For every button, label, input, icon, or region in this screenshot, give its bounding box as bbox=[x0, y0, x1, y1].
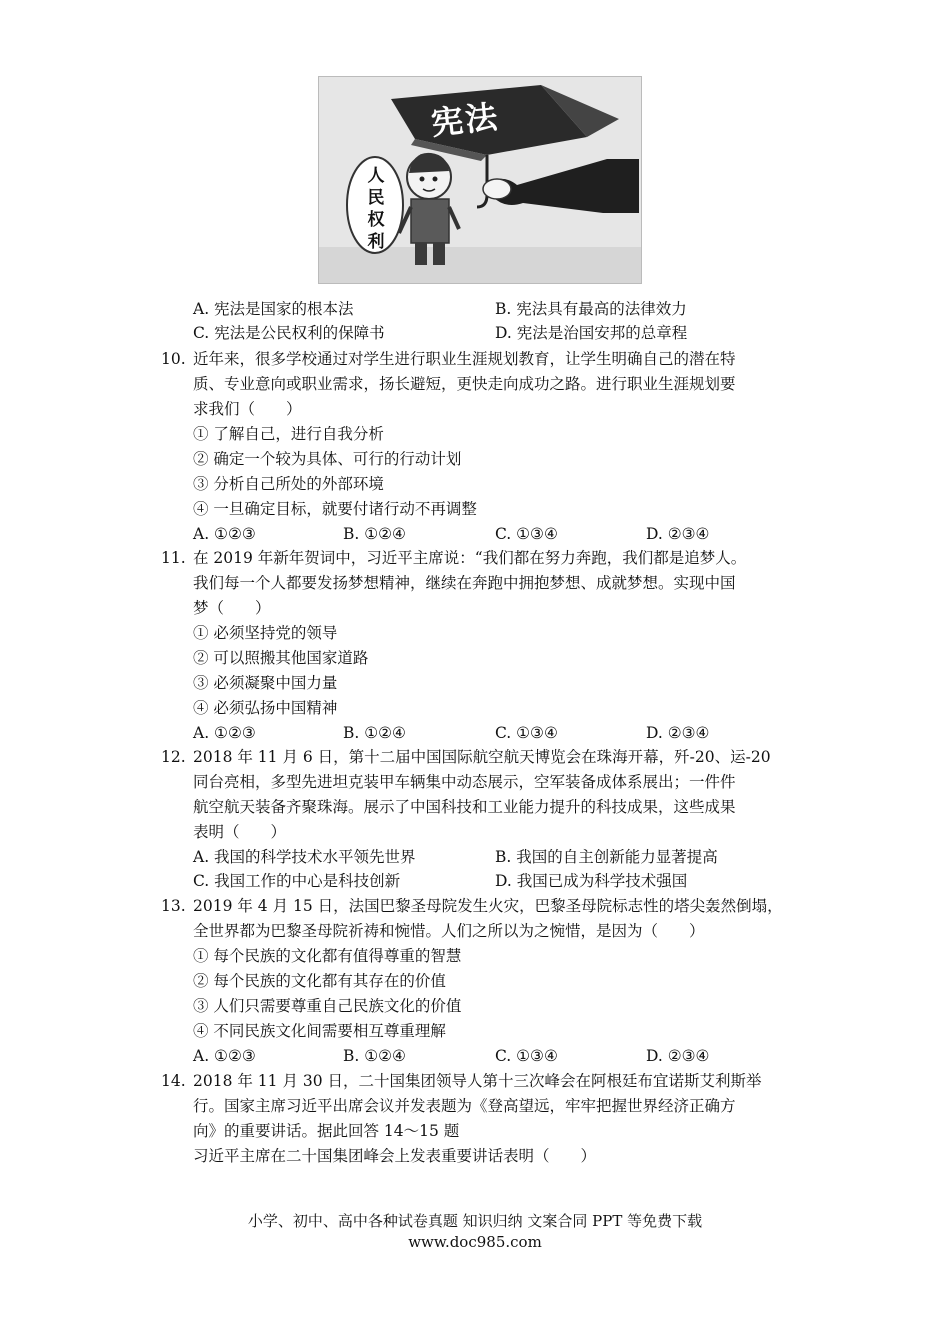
q14-number: 14. bbox=[161, 1072, 186, 1090]
bubble-char: 民 bbox=[367, 188, 385, 208]
q12-number: 12. bbox=[161, 748, 186, 766]
q13-item: ② 每个民族的文化都有其存在的价值 bbox=[193, 972, 446, 990]
q13-item: ③ 人们只需要尊重自己民族文化的价值 bbox=[193, 997, 462, 1015]
q12-option-a: A. 我国的科学技术水平领先世界 bbox=[193, 848, 416, 866]
q13-stem-line: 2019 年 4 月 15 日，法国巴黎圣母院发生火灾，巴黎圣母院标志性的塔尖轰然倒塌， bbox=[193, 897, 783, 915]
q10-stem-line: 近年来，很多学校通过对学生进行职业生涯规划教育，让学生明确自己的潜在特 bbox=[193, 350, 736, 368]
q11-stem-line: 在 2019 年新年贺词中，习近平主席说：“我们都在努力奔跑，我们都是追梦人。 bbox=[193, 549, 747, 567]
q13-option-b: B. ①②④ bbox=[343, 1047, 406, 1065]
q12-stem-line: 表明（ ） bbox=[193, 823, 287, 841]
q10-stem-line: 求我们（ ） bbox=[193, 400, 302, 418]
bubble-char: 权 bbox=[367, 210, 385, 230]
q11-option-b: B. ①②④ bbox=[343, 724, 406, 742]
q10-number: 10. bbox=[161, 350, 186, 368]
q10-option-c: C. ①③④ bbox=[495, 525, 558, 543]
q11-option-c: C. ①③④ bbox=[495, 724, 558, 742]
q10-item: ④ 一旦确定目标，就要付诸行动不再调整 bbox=[193, 500, 477, 518]
q13-number: 13. bbox=[161, 897, 186, 915]
q12-option-b: B. 我国的自主创新能力显著提高 bbox=[495, 848, 718, 866]
umbrella-label: 宪法 bbox=[429, 97, 502, 143]
q12-option-d: D. 我国已成为科学技术强国 bbox=[495, 872, 688, 890]
q13-option-a: A. ①②③ bbox=[193, 1047, 256, 1065]
q11-option-a: A. ①②③ bbox=[193, 724, 256, 742]
q12-stem-line: 同台亮相，多型先进坦克装甲车辆集中动态展示，空军装备成体系展出；一件件 bbox=[193, 773, 736, 791]
footer-promo: 小学、初中、高中各种试卷真题 知识归纳 文案合同 PPT 等免费下载 bbox=[247, 1212, 703, 1230]
q9-option-d: D. 宪法是治国安邦的总章程 bbox=[495, 324, 688, 342]
footer-url[interactable]: www.doc985.com bbox=[408, 1233, 542, 1251]
q10-option-b: B. ①②④ bbox=[343, 525, 406, 543]
q12-stem-line: 航空航天装备齐聚珠海。展示了中国科技和工业能力提升的科技成果，这些成果 bbox=[193, 798, 736, 816]
q10-stem-line: 质、专业意向或职业需求，扬长避短，更快走向成功之路。进行职业生涯规划要 bbox=[193, 375, 736, 393]
q13-item: ① 每个民族的文化都有值得尊重的智慧 bbox=[193, 947, 462, 965]
q9-option-c: C. 宪法是公民权利的保障书 bbox=[193, 324, 385, 342]
q11-stem-line: 梦（ ） bbox=[193, 599, 271, 617]
q10-item: ① 了解自己，进行自我分析 bbox=[193, 425, 384, 443]
q10-item: ③ 分析自己所处的外部环境 bbox=[193, 475, 384, 493]
q9-option-b: B. 宪法具有最高的法律效力 bbox=[495, 300, 687, 318]
bubble-char: 利 bbox=[367, 232, 385, 252]
q13-option-c: C. ①③④ bbox=[495, 1047, 558, 1065]
constitution-cartoon bbox=[318, 76, 642, 284]
q14-stem-line: 习近平主席在二十国集团峰会上发表重要讲话表明（ ） bbox=[193, 1147, 597, 1165]
q11-item: ③ 必须凝聚中国力量 bbox=[193, 674, 338, 692]
q11-option-d: D. ②③④ bbox=[646, 724, 710, 742]
speech-bubble-text bbox=[365, 165, 387, 253]
q10-option-d: D. ②③④ bbox=[646, 525, 710, 543]
q14-stem-line: 向》的重要讲话。据此回答 14～15 题 bbox=[193, 1122, 460, 1140]
q13-item: ④ 不同民族文化间需要相互尊重理解 bbox=[193, 1022, 446, 1040]
q13-option-d: D. ②③④ bbox=[646, 1047, 710, 1065]
q14-stem-line: 行。国家主席习近平出席会议并发表题为《登高望远，牢牢把握世界经济正确方 bbox=[193, 1097, 736, 1115]
q14-stem-line: 2018 年 11 月 30 日，二十国集团领导人第十三次峰会在阿根廷布宜诺斯艾利斯举 bbox=[193, 1072, 762, 1090]
q12-option-c: C. 我国工作的中心是科技创新 bbox=[193, 872, 401, 890]
q13-stem-line: 全世界都为巴黎圣母院祈祷和惋惜。人们之所以为之惋惜，是因为（ ） bbox=[193, 922, 705, 940]
q12-stem-line: 2018 年 11 月 6 日，第十二届中国国际航空航天博览会在珠海开幕，歼-20、运-20 bbox=[193, 748, 771, 766]
q11-item: ① 必须坚持党的领导 bbox=[193, 624, 338, 642]
q11-stem-line: 我们每一个人都要发扬梦想精神，继续在奔跑中拥抱梦想、成就梦想。实现中国 bbox=[193, 574, 736, 592]
q10-option-a: A. ①②③ bbox=[193, 525, 256, 543]
q11-number: 11. bbox=[161, 549, 186, 567]
q11-item: ④ 必须弘扬中国精神 bbox=[193, 699, 338, 717]
bubble-char: 人 bbox=[367, 166, 385, 186]
q11-item: ② 可以照搬其他国家道路 bbox=[193, 649, 369, 667]
q10-item: ② 确定一个较为具体、可行的行动计划 bbox=[193, 450, 462, 468]
q9-option-a: A. 宪法是国家的根本法 bbox=[193, 300, 354, 318]
